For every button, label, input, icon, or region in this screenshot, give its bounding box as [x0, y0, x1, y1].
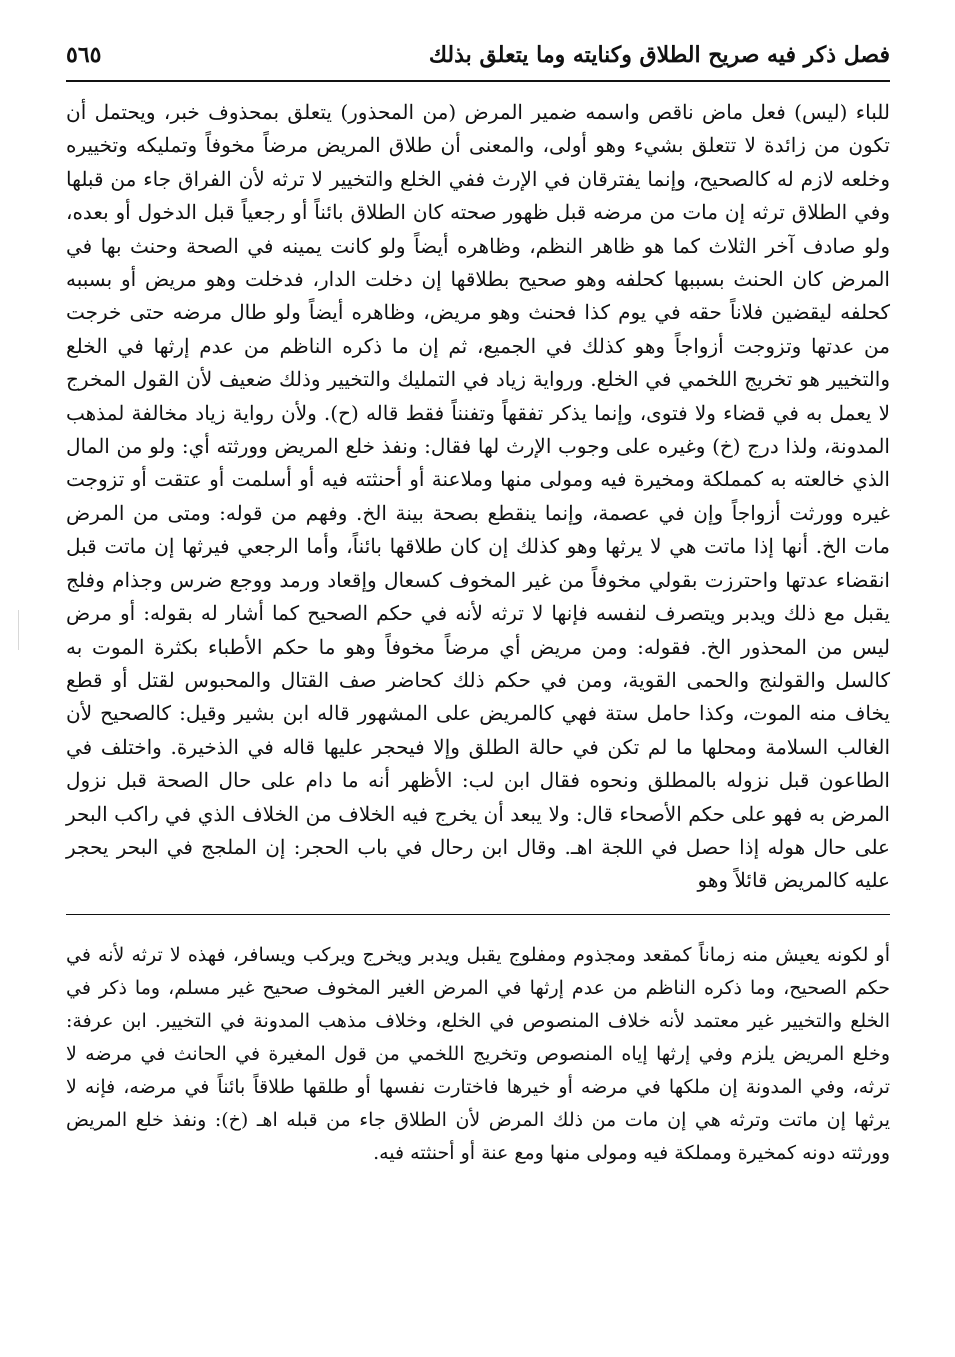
- footnote-separator: [66, 914, 890, 915]
- page-number: ٥٦٥: [66, 42, 102, 68]
- footnote-paragraph: أو لكونه يعيش منه زماناً كمقعد ومجذوم ومفلوج يقبل ويدبر ويخرج ويركب ويسافر، فهذه لا ترثه لأنه في حكم الصحيح، وما ذكره الناظم من عدم إرثها في المرض الغير المخوف صحيح غير مسلم، وما ذكر في الخلع والتخيير غير معتمد لأنه خلاف المنصوص في الخلع، وخلاف مذهب المدونة في التخيير. ابن عرفة: وخلع المريض يلزم وفي إرثها إياه المنصوص وتخريج اللخمي من قول المغيرة في الحانث في مرضه لا ترثه، وفي المدونة إن ملكها في مرضه أو خيرها فاختارت نفسها أو طلقها طلاقاً بائناً في مرضه، فإنه لا يرثها إن ماتت وترثه هي إن مات من ذلك المرض لأن الطلاق جاء من قبله اهـ (خ): ونفذ خلع المريض وورثته دونه كمخيرة ومملكة فيه ومولى منها ومع عنة أو أحنثته فيه.: [66, 943, 890, 1164]
- running-title: فصل ذكر فيه صريح الطلاق وكنايته وما يتعلق بذلك: [428, 42, 890, 68]
- book-page: [66, 40, 890, 1170]
- footnote: [66, 939, 890, 1170]
- main-paragraph: للباء (ليس) فعل ماض ناقص واسمه ضمير المرض (من المحذور) يتعلق بمحذوف خبر، ويحتمل أن تكون من زائدة لا تتعلق بشيء وهو أولى، والمعنى أن طلاق المريض مرضاً مخوفاً وتمليكه وتخييره وخلعه لازم له كالصحيح، وإنما يفترقان في الإرث ففي الخلع والتخيير لا ترثه لأن الفراق جاء من قبلها وفي الطلاق ترثه إن مات من مرضه قبل ظهور صحته كان الطلاق بائناً أو رجعياً قبل الدخول أو بعده، ولو صادف آخر الثلاث كما هو ظاهر النظم، وظاهره أيضاً ولو كانت يمينه في الصحة وحنث بها في المرض كان الحنث بسببها كحلفه وهو صحيح بطلاقها إن دخلت الدار، فدخلت وهو مريض أو بسببه كحلفه ليقضين فلاناً حقه في يوم كذا فحنث وهو مريض، وظاهره أيضاً ولو طال مرضه حتى خرجت من عدتها وتزوجت أزواجاً وهو كذلك في الجميع، ثم إن ما ذكره الناظم من عدم إرثها في الخلع والتخيير هو تخريج اللخمي في الخلع. ورواية زياد في التمليك والتخيير وذلك ضعيف لأن القول المخرج لا يعمل به في قضاء ولا فتوى، وإنما يذكر تفقهاً وتفنناً فقط قاله (ح). ولأن رواية زياد مخالفة لمذهب المدونة، ولذا درج (خ) وغيره على وجوب الإرث لها فقال: ونفذ خلع المريض وورثته أي: ولو من المال الذي خالعته به كمملكة ومخيرة فيه ومولى منها وملاعنة أو أحنثته فيه أو أسلمت أو عتقت أو تزوجت غيره وورثت أزواجاً وإن في عصمة، وإنما ينقطع بصحة بينة الخ. وفهم من قوله: ومتى من المرض مات الخ. أنها إذا ماتت هي لا يرثها وهو كذلك إن كان طلاقها بائناً، وأما الرجعي فيرثها إن ماتت قبل انقضاء عدتها واحترزت بقولي مخوفاً من غير المخوف كسعال وإقعاد ورمد ووجع ضرس وجذام وفلج يقبل مع ذلك ويدبر ويتصرف لنفسه فإنها لا ترثه لأنه في حكم الصحيح كما أشار له بقوله: أو مرض ليس من المحذور الخ. فقوله: ومن مريض أي مرضاً مخوفاً وهو ما حكم الأطباء بكثرة الموت به كالسل والقولنج والحمى القوية، ومن في حكم ذلك كحاضر صف القتال والمحبوس لقتل أو قطع يخاف منه الموت، وكذا حامل ستة فهي كالمريض على المشهور قاله ابن بشير وقيل: كالصحيح لأن الغالب السلامة ومحلها ما لم تكن في حالة الطلق وإلا فيحجر عليها قاله في الذخيرة. واختلف في الطاعون قبل نزوله بالمطلق ونحوه فقال ابن لب: الأظهر أنه ما دام على حال الصحة قبل نزول المرض به فهو على حكم الأصحاء قال: ولا يبعد أن يخرج فيه الخلاف من الخلاف الذي في راكب البحر على حال هوله إذا حصل في اللجة اهـ. وقال ابن رحال في باب الحجر: إن الملجج في البحر يحجر عليه كالمريض قائلاً وهو: [66, 100, 890, 893]
- page-header: [66, 40, 890, 82]
- main-text: [66, 96, 890, 898]
- margin-mark: [18, 610, 19, 650]
